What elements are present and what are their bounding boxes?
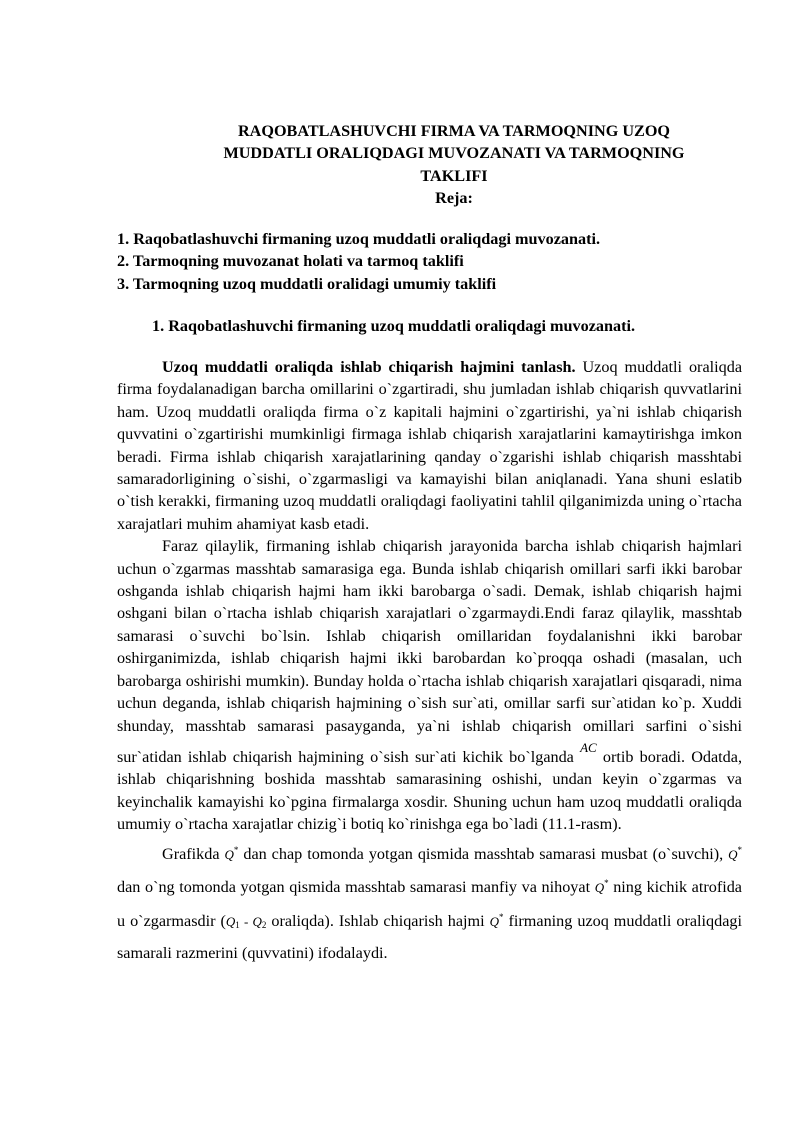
paragraph-1-text: Uzoq muddatli oraliqda firma foydalanadigan barcha omillarini o`zgartiradi, shu jumladan ishlab chiqarish quvvatlarini ham. Uzoq muddatli oraliqda firma o`z kapitali hajmini o`zgartirishi, ya`ni ishlab chiqarish quvvatini o`zgartirishi mumkinligi firmaga ishlab chiqarish xarajatlarini kamaytirishga imkon beradi. Firma ishlab chiqarish xarajatlarining qanday o`zgarishi ishlab chiqarish masshtabi samaradorligining o`sishi, o`zgarmasligi va kamayishi bilan aniqlanadi. Yana shuni eslatib o`tish kerakki, firmaning uzoq muddatli oraliqdagi faoliyatini tahlil qilganimizda uning o`rtacha xarajatlari muhim ahamiyat kasb etadi.: [117, 358, 743, 533]
paragraph-3-text-f: firmaning uzoq muddatli oraliqdagi samarali razmerini (quvvatini) ifodalaydi.: [117, 911, 742, 963]
title-line-3: TAKLIFI: [420, 166, 488, 185]
paragraph-lead: Uzoq muddatli oraliqda ishlab chiqarish hajmini tanlash.: [162, 358, 576, 376]
math-q-star: Q*: [728, 844, 743, 862]
plan-heading: Reja:: [435, 189, 473, 208]
math-ac: AC: [580, 739, 597, 755]
math-q-star: Q*: [594, 878, 609, 896]
paragraph-2-text-a: Faraz qilaylik, firmaning ishlab chiqarish jarayonida barcha ishlab chiqarish hajmlari uchun o`zgarmas masshtab samarasiga ega. Bunda ishlab chiqarish omillari sarfi ikki barobar oshganda ishlab chiqarish hajmi ham ikki barobarga o`sadi. Demak, ishlab chiqarish hajmi oshgani bilan o`rtacha ishlab chiqarish xarajatlari o`zgarmaydi.Endi faraz qilaylik, masshtab samarasi o`suvchi bo`lsin. Ishlab chiqarish omillaridan foydalanishni ikki barobar oshirganimizda, ishlab chiqarish hajmi ikki barobardan ko`proqqa oshadi (masalan, uch barobarga oshirishi mumkin). Bunday holda o`rtacha ishlab chiqarish xarajatlari qisqaradi, nima uchun deganda, ishlab chiqarish hajmining o`sish sur`ati, omillar sarfi sur`atidan ko`p. Xuddi shunday, masshtab samarasi pasayganda, ya`ni ishlab chiqarish omillari sarfini o`sishi sur`atidan ishlab chiqarish hajmining o`sish sur`ati kichik bo`lganda: [117, 537, 742, 766]
math-q1-q2: $Q_1 - Q_2$: [225, 913, 267, 930]
plan-item-1: 1. Raqobatlashuvchi firmaning uzoq muddatli oraliqdagi muvozanati.: [117, 230, 601, 248]
paragraph-1: [117, 356, 742, 535]
title-line-1: RAQOBATLASHUVCHI FIRMA VA TARMOQNING UZOQ: [237, 122, 670, 140]
plan-item-2: 2. Tarmoqning muvozanat holati va tarmoq taklifi: [117, 252, 464, 271]
body-text: [117, 356, 742, 968]
title-line-2: MUDDATLI ORALIQDAGI MUVOZANATI VA TARMOQNING: [223, 144, 685, 163]
plan-list: [117, 228, 757, 295]
paragraph-3-text-e: oraliqda). Ishlab chiqarish hajmi: [266, 911, 490, 930]
paragraph-2: [117, 535, 742, 835]
paragraph-3-text-d: ning kichik atrofida u o`zgarmasdir (: [117, 878, 742, 930]
paragraph-3-text-b: dan chap tomonda yotgan qismida masshtab samarasi musbat (o`suvchi),: [238, 844, 729, 863]
plan-item-3: 3. Tarmoqning uzoq muddatli oralidagi umumiy taklifi: [117, 274, 497, 293]
section-heading: 1. Raqobatlashuvchi firmaning uzoq muddatli oraliqdagi muvozanati.: [152, 317, 636, 335]
paragraph-2-text-b: ortib boradi. Odatda, ishlab chiqarishning boshida masshtab samarasining oshishi, undan keyin o`zgarmas va keyinchalik kamayishi ko`pgina firmalarga xosdir. Shuning uchun ham uzoq muddatli oraliqda umumiy o`rtacha xarajatlar chizig`i botiq ko`rinishga ega bo`ladi (11.1-rasm).: [117, 747, 743, 834]
math-q-star: Q*: [489, 911, 504, 929]
math-q-star: Q*: [224, 844, 239, 862]
document-title: [168, 120, 740, 210]
paragraph-3-text-c: dan o`ng tomonda yotgan qismida masshtab samarasi manfiy va nihoyat: [117, 878, 595, 897]
paragraph-3: [117, 836, 742, 968]
paragraph-3-text-a: Grafikda: [162, 844, 225, 863]
